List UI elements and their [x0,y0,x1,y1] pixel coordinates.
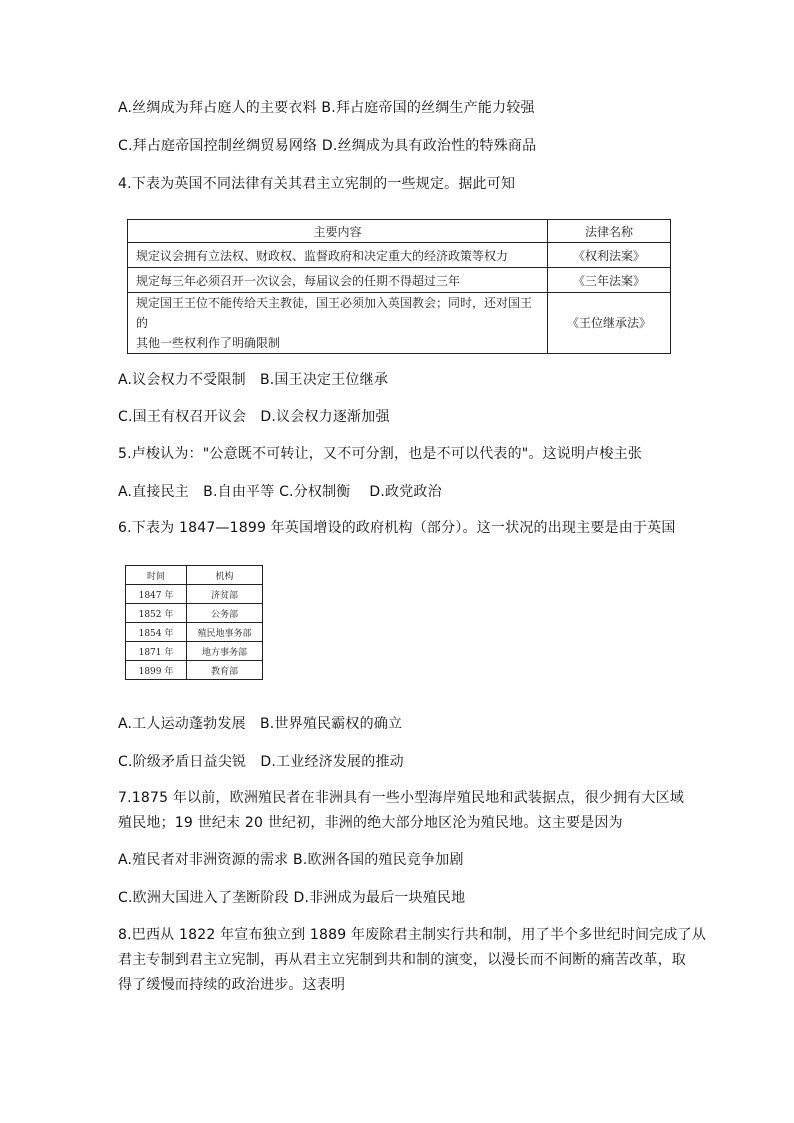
table-row [126,585,263,604]
q7-stem-line1: 7.1875 年以前，欧洲殖民者在非洲具有一些小型海岸殖民地和武装据点，很少拥有大区域 [118,790,685,806]
law-content-line: 规定国王王位不能传给天主教徒，国王必须加入英国教会；同时，还对国王的 [136,296,533,330]
law-content [128,293,548,354]
law-content-line: 其他一些权利作了明确限制 [136,336,281,350]
agency-table-header-org: 机构 [187,566,263,585]
agency-table [125,565,263,680]
q7-options-ab: A.殖民者对非洲资源的需求 B.欧洲各国的殖民竞争加剧 [118,852,464,868]
table-row [126,661,263,680]
table-row [126,642,263,661]
table-row [128,243,671,268]
q6-options-ab: A.工人运动蓬勃发展 B.世界殖民霸权的确立 [118,716,403,732]
law-table [127,219,671,354]
q5-options: A.直接民主 B.自由平等 C.分权制衡 D.政党政治 [118,484,442,500]
table-row [128,268,671,293]
q7-stem-line2: 殖民地；19 世纪末 20 世纪初，非洲的绝大部分地区沦为殖民地。这主要是因为 [118,815,623,831]
table-row [126,623,263,642]
law-table-header-content: 主要内容 [128,220,548,243]
law-table-header-name: 法律名称 [548,220,671,243]
agency-year: 1899 年 [126,661,187,680]
q4-stem: 4.下表为英国不同法律有关其君主立宪制的一些规定。据此可知 [118,176,516,192]
agency-org: 公务部 [187,604,263,623]
law-name: 《王位继承法》 [548,293,671,354]
agency-year: 1847 年 [126,585,187,604]
q3-options-cd: C.拜占庭帝国控制丝绸贸易网络 D.丝绸成为具有政治性的特殊商品 [118,138,537,154]
q8-stem-line2: 君主专制到君主立宪制，再从君主立宪制到共和制的演变，以漫长而不间断的痛苦改革，取 [118,952,686,968]
agency-year: 1871 年 [126,642,187,661]
q6-options-cd: C.阶级矛盾日益尖锐 D.工业经济发展的推动 [118,754,404,770]
agency-org: 教育部 [187,661,263,680]
agency-year: 1854 年 [126,623,187,642]
q3-options-ab: A.丝绸成为拜占庭人的主要衣料 B.拜占庭帝国的丝绸生产能力较强 [118,100,535,116]
law-content: 规定每三年必须召开一次议会，每届议会的任期不得超过三年 [128,268,548,293]
agency-org: 济贫部 [187,585,263,604]
agency-org: 殖民地事务部 [187,623,263,642]
law-content: 规定议会拥有立法权、财政权、监督政府和决定重大的经济政策等权力 [128,243,548,268]
q5-stem: 5.卢梭认为："公意既不可转让，又不可分割，也是不可以代表的"。这说明卢梭主张 [118,446,643,462]
q4-options-ab: A.议会权力不受限制 B.国王决定王位继承 [118,372,389,388]
law-name: 《三年法案》 [548,268,671,293]
q7-options-cd: C.欧洲大国进入了垄断阶段 D.非洲成为最后一块殖民地 [118,890,466,906]
table-row [126,604,263,623]
q6-stem: 6.下表为 1847—1899 年英国增设的政府机构（部分）。这一状况的出现主要是由于英国 [118,520,676,536]
agency-year: 1852 年 [126,604,187,623]
agency-org: 地方事务部 [187,642,263,661]
q8-stem-line3: 得了缓慢而持续的政治进步。这表明 [118,977,346,993]
table-row [128,293,671,354]
law-name: 《权利法案》 [548,243,671,268]
agency-table-header-time: 时间 [126,566,187,585]
q4-options-cd: C.国王有权召开议会 D.议会权力逐渐加强 [118,409,390,425]
q8-stem-line1: 8.巴西从 1822 年宣布独立到 1889 年废除君主制实行共和制，用了半个多世纪时间完成了从 [118,927,707,943]
